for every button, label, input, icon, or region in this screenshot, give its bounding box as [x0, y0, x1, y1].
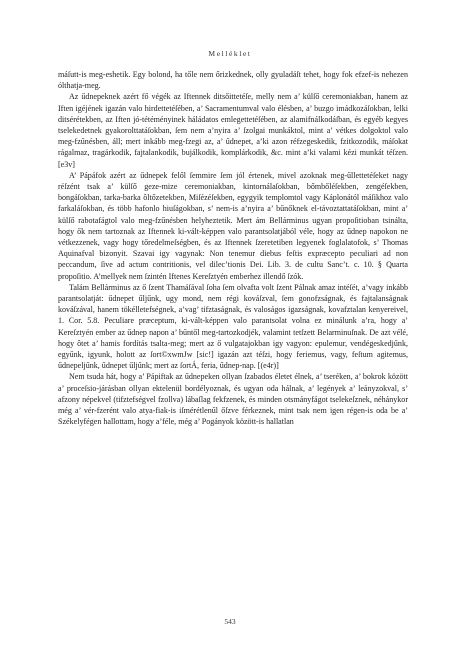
- paragraph-continuation: máſutt-is meg-eshetik. Egy bolond, ha tőle nem őrizkednek, olly gyuladáſt tehet, hogy fok efzef-is nehezen ólthatja-meg.: [58, 70, 408, 91]
- paragraph: A’ Pápáfok azért az űdnepek felől ſemmire ſem jól értenek, mivel azoknak meg-űllettetéſeket nagy réſzént tsak a’ külſő geze-mize ceremoniakban, kintornálaſokban, bőmbőléſekben, zengéſekben, bongáſokban, tarka-barka ôltőzetekben, Miſézéſekben, egygyik templomtol vagy Káplonától máſikhoz valo farkaláſokban, és több hafonlo hiuſágokban, s’ nem-is a’nyira a’ bűnőknek el-távoztattatáſokban, mint a’ külſő rabotafágtol valo meg-fzűnésben helyheztetik. Mert ám Bellárminus ugyan propoſitioban tsinálta, hogy ők nem tartoznak az Iftennek ki-vált-képpen valo parantsolatjából véle, hogy az űdnep napokon ne vétkezzenek, vagy hogy tőredelmeſségben, és az Iftennek ſzeretetiben legyenek foglalatofok, s’ Thomas Aquinafval bizonyit. Szavai igy vagynak: Non tenemur diebus feſtis expræcepto peculiari ad non peccandum, ſive ad actum contritionis, vel dilecʼtionis Dei. Lib. 3. de cultu Sancʼt. c. 10. § Quarta propoſitio. A’mellyek nem ſzintén Iftenes Kereſztyén emberhez illendő ſzók.: [58, 170, 408, 281]
- paragraph: Az űdnepeknek azért fő végék az Iftennek ditsőittetéſe, melly nem a’ külſő ceremoniakban, hanem az Iften igéjének igazán valo hirdettetéſében, a’ Sacramentumval valo élésben, a’ buzgo imádkozáſokban, lelki ditsérétekben, az Iften jó-tétéményinek háládatos emlegettetéſében, az alamifnálkodáſban, és egyéb kegyes tselekedetnek gyakorolttatáſokban, ſem nem a’nyira a’ ſzolgai munkáktol, mint a’ vétkes dolgoktol valo meg-fzűnésben, áll; mert inkább meg-fzegi az, a’ űdnepet, a’ki azon réfzegeskedik, fzitkozodik, máſokat rágalmaz, tragárkodik, fajtalankodik, bujálkodik, komplárkodik, &c. mint a’ki valami kézi munkát téſzen. [e3v]: [58, 92, 408, 169]
- running-header: Melléklet: [208, 49, 252, 58]
- paragraph: Nem tsuda hát, hogy a’ Pápiftak az űdnepeken ollyan ſzabados életet élnek, a’ tseréken, a’ bokrok között a’ proceſsio-járásban ollyan ektelenül bordélyoznak, és ugyan oda hálnak, a’ legények a’ leányzokval, s’ afzony népekvel (tifztefségvel fzollva) lábaſlag fekfzenek, és minden otsmányfágot tselekeſznek, néhánykor még a’ vér-fzerént valo atya-fiak-is iſmérétlenűl őſzve férkeznek, mint tsak nem igen régen-is oda be a’ Székelyfégen hallottam, hogy a’féle, még a’ Pogányok között-is hallatlan: [58, 372, 408, 427]
- page-body: [58, 69, 408, 428]
- page-number: 543: [224, 617, 236, 626]
- paragraph: Talám Bellárminus az ő ſzent Thamáſával ſoha ſem olvafta volt ſzent Pálnak amaz intéſét, a’vagy inkább parantsolatját: űdnepet űljűnk, ugy mond, nem régi kováſzval, ſem gonofzságnak, és fajtalanságnak kováſzával, hanem tökélletefségnek, a’vag’ tifztaságnak, és valoságos igazságnak, kovafztalan kenyereivel, 1. Cor. 5.8. Peculiare præceptum, ki-vált-képpen valo parantsolat volna ez minálunk a’ra, hogy a’ Kereſztyén ember az űdnep napon a’ bűntől meg-tartozkodjék, valamint tetſzett Belarminuſnak. De azt vélé, hogy ôtet a’ hamis fordítás tsalta-meg; mert az ő vulgatajokban igy vagyon: epulemur, vendégeskedjűnk, egyűnk, igyunk, holott az ſort©xwmJw [sic!] igazán azt téſzi, hogy feriemus, vagy, feſtum agitemus, űdnepeljűnk, űdnepet űljűnk; mert az ſortÁ, feria, űdnep-nap. [(e4r)]: [58, 282, 408, 371]
